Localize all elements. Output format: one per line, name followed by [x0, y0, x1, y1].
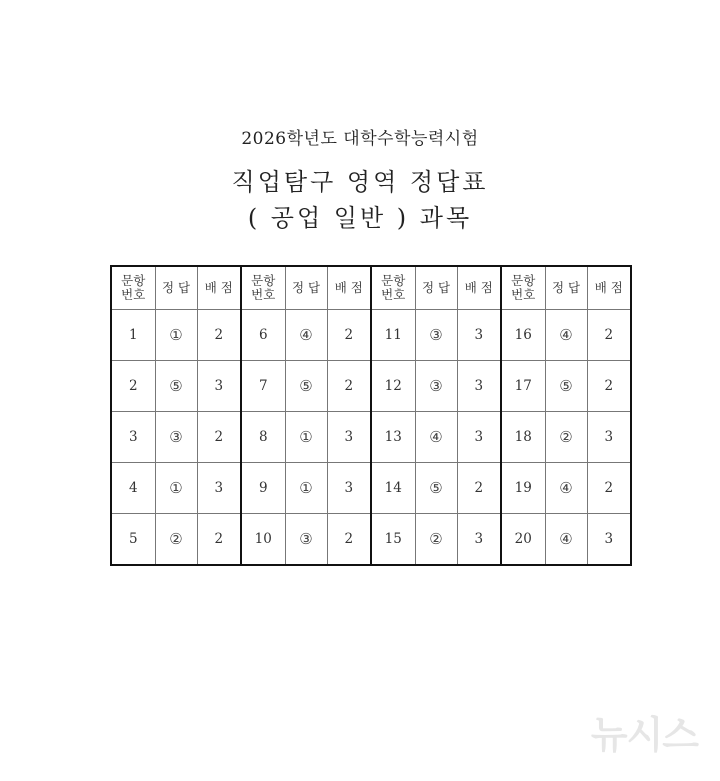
answer-choice: ① — [285, 412, 327, 463]
answer-sheet-title: 직업탐구 영역 정답표 — [231, 168, 489, 196]
header-question-label-line2: 번호 — [381, 287, 406, 302]
newsis-watermark: 뉴시스 — [590, 713, 698, 757]
header-question-number — [241, 266, 285, 310]
answer-choice: ④ — [415, 412, 457, 463]
header-answer: 정 답 — [415, 266, 457, 310]
answer-choice: ④ — [545, 463, 587, 514]
answer-choice: ⑤ — [415, 463, 457, 514]
answer-table — [110, 265, 632, 566]
answer-choice: ① — [285, 463, 327, 514]
answer-choice: ③ — [415, 361, 457, 412]
header-points: 배 점 — [587, 266, 631, 310]
answer-choice: ⑤ — [285, 361, 327, 412]
header-question-label-line1: 문항 — [251, 272, 276, 288]
question-number: 14 — [371, 463, 415, 514]
table-body — [111, 310, 631, 566]
table-row — [111, 412, 631, 463]
header-answer: 정 답 — [545, 266, 587, 310]
answer-choice: ⑤ — [545, 361, 587, 412]
points-value: 2 — [327, 310, 371, 361]
header-points: 배 점 — [327, 266, 371, 310]
points-value: 3 — [457, 310, 501, 361]
points-value: 2 — [197, 310, 241, 361]
question-number: 16 — [501, 310, 545, 361]
answer-choice: ② — [155, 514, 197, 566]
answer-choice: ④ — [545, 310, 587, 361]
question-number: 8 — [241, 412, 285, 463]
answer-choice: ② — [545, 412, 587, 463]
exam-year-title: 2026학년도 대학수학능력시험 — [241, 129, 479, 149]
header-points: 배 점 — [197, 266, 241, 310]
points-value: 2 — [327, 514, 371, 566]
question-number: 1 — [111, 310, 155, 361]
answer-choice: ① — [155, 463, 197, 514]
points-value: 3 — [197, 361, 241, 412]
answer-choice: ④ — [545, 514, 587, 566]
question-number: 17 — [501, 361, 545, 412]
table-row — [111, 310, 631, 361]
table-header-row — [111, 266, 631, 310]
question-number: 4 — [111, 463, 155, 514]
points-value: 3 — [457, 361, 501, 412]
header-question-number — [371, 266, 415, 310]
points-value: 2 — [587, 361, 631, 412]
question-number: 6 — [241, 310, 285, 361]
points-value: 3 — [587, 412, 631, 463]
header-question-label-line1: 문항 — [511, 272, 536, 288]
header-question-label-line1: 문항 — [381, 272, 406, 288]
points-value: 2 — [197, 514, 241, 566]
table-row — [111, 463, 631, 514]
question-number: 15 — [371, 514, 415, 566]
question-number: 10 — [241, 514, 285, 566]
header-question-number — [501, 266, 545, 310]
question-number: 11 — [371, 310, 415, 361]
header-question-label-line1: 문항 — [121, 272, 146, 288]
header-question-label-line2: 번호 — [121, 287, 146, 302]
question-number: 13 — [371, 412, 415, 463]
header-answer: 정 답 — [155, 266, 197, 310]
question-number: 18 — [501, 412, 545, 463]
answer-choice: ④ — [285, 310, 327, 361]
answer-choice: ③ — [285, 514, 327, 566]
points-value: 3 — [457, 514, 501, 566]
subject-title: ( 공업 일반 ) 과목 — [247, 204, 473, 232]
question-number: 2 — [111, 361, 155, 412]
table-row — [111, 361, 631, 412]
question-number: 7 — [241, 361, 285, 412]
question-number: 9 — [241, 463, 285, 514]
header-question-number — [111, 266, 155, 310]
header-answer: 정 답 — [285, 266, 327, 310]
answer-choice: ③ — [155, 412, 197, 463]
question-number: 12 — [371, 361, 415, 412]
points-value: 3 — [587, 514, 631, 566]
question-number: 5 — [111, 514, 155, 566]
points-value: 3 — [327, 412, 371, 463]
table-row — [111, 514, 631, 566]
question-number: 3 — [111, 412, 155, 463]
header-question-label-line2: 번호 — [251, 287, 276, 302]
points-value: 2 — [327, 361, 371, 412]
answer-choice: ② — [415, 514, 457, 566]
points-value: 2 — [197, 412, 241, 463]
answer-choice: ① — [155, 310, 197, 361]
question-number: 19 — [501, 463, 545, 514]
header-points: 배 점 — [457, 266, 501, 310]
points-value: 3 — [327, 463, 371, 514]
answer-choice: ③ — [415, 310, 457, 361]
points-value: 3 — [457, 412, 501, 463]
points-value: 2 — [587, 463, 631, 514]
points-value: 2 — [587, 310, 631, 361]
question-number: 20 — [501, 514, 545, 566]
points-value: 3 — [197, 463, 241, 514]
points-value: 2 — [457, 463, 501, 514]
header-question-label-line2: 번호 — [511, 287, 536, 302]
answer-choice: ⑤ — [155, 361, 197, 412]
